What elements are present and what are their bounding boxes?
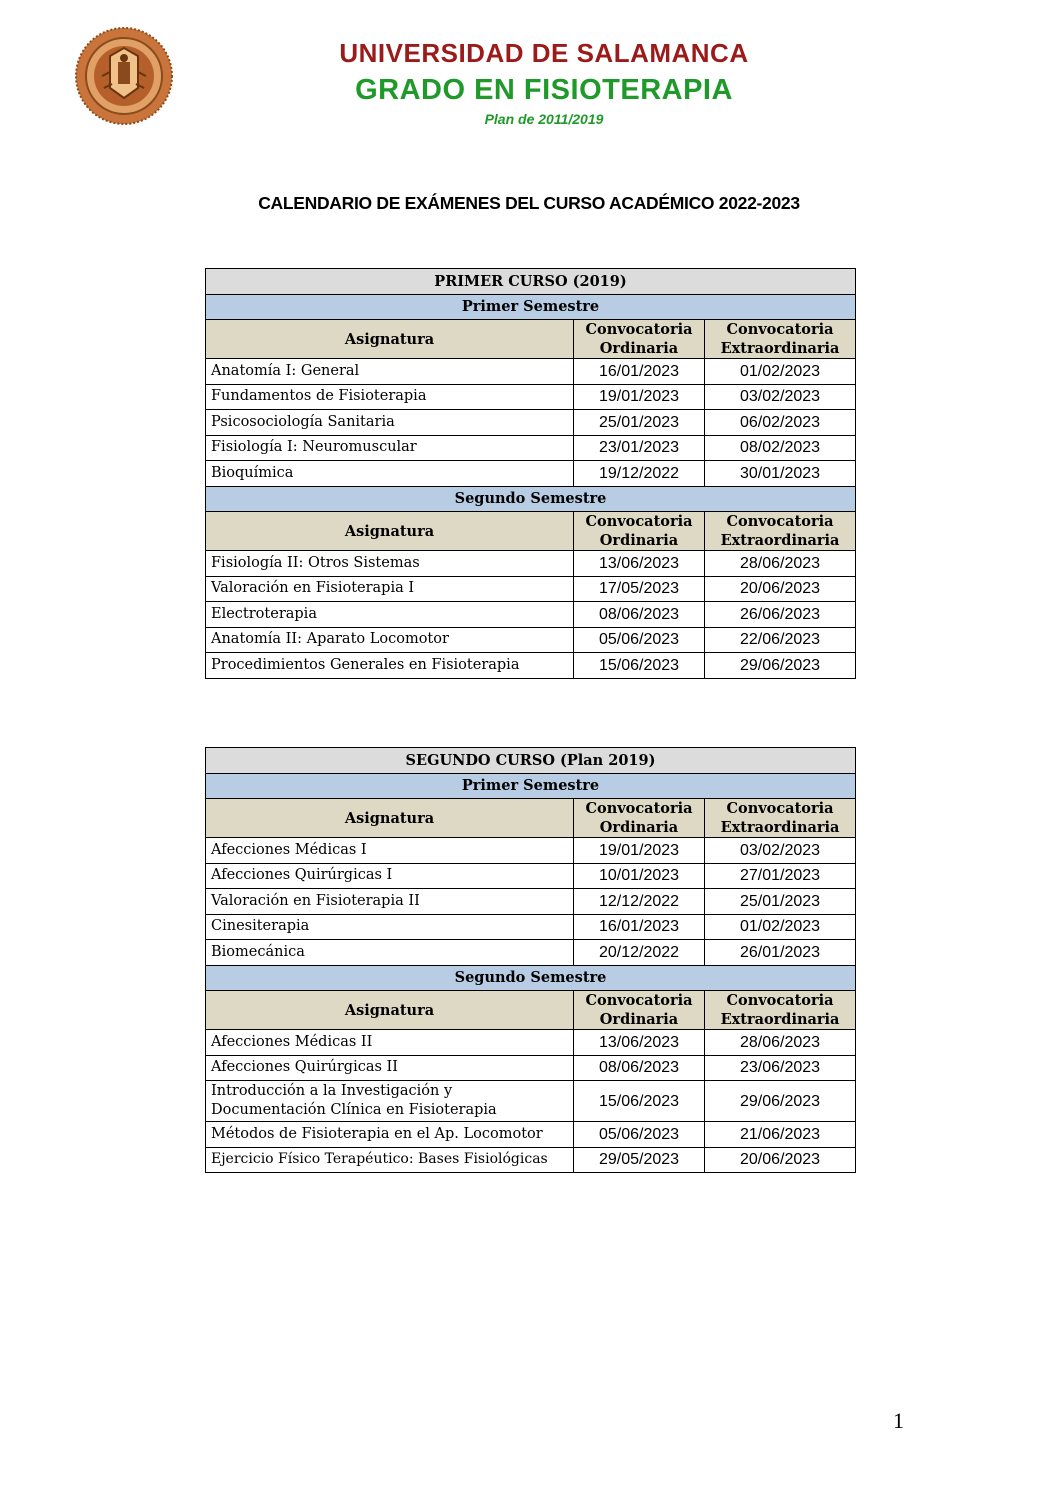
university-name: UNIVERSIDAD DE SALAMANCA (339, 38, 749, 68)
extra-date: 01/02/2023 (705, 359, 856, 385)
ordinary-date: 05/06/2023 (574, 627, 705, 653)
subject-cell: Afecciones Quirúrgicas I (206, 863, 574, 889)
extra-date: 03/02/2023 (705, 384, 856, 410)
table-row (206, 1055, 856, 1081)
extra-date: 21/06/2023 (705, 1122, 856, 1148)
semester-title: Segundo Semestre (206, 965, 856, 991)
table-row (206, 435, 856, 461)
page-number: 1 (893, 1408, 904, 1433)
subject-cell: Biomecánica (206, 940, 574, 966)
extra-date: 27/01/2023 (705, 863, 856, 889)
ordinary-date: 17/05/2023 (574, 576, 705, 602)
ordinary-date: 15/06/2023 (574, 1081, 705, 1122)
subject-cell: Procedimientos Generales en Fisioterapia (206, 653, 574, 679)
degree-title: GRADO EN FISIOTERAPIA (355, 74, 733, 106)
column-header-row (206, 991, 856, 1030)
ordinary-date: 15/06/2023 (574, 653, 705, 679)
subject-cell: Ejercicio Físico Terapéutico: Bases Fisiológicas (206, 1147, 574, 1173)
column-header-row (206, 512, 856, 551)
table-row (206, 653, 856, 679)
table-row (206, 1081, 856, 1122)
subject-cell: Fisiología I: Neuromuscular (206, 435, 574, 461)
extra-date: 01/02/2023 (705, 914, 856, 940)
extra-header: Convocatoria Extraordinaria (705, 320, 856, 359)
table-row (206, 627, 856, 653)
table-row (206, 576, 856, 602)
semester-title: Segundo Semestre (206, 486, 856, 512)
table-row (206, 889, 856, 915)
ordinary-header: Convocatoria Ordinaria (574, 512, 705, 551)
subject-cell: Introducción a la Investigación y Documentación Clínica en Fisioterapia (206, 1081, 574, 1122)
ordinary-header: Convocatoria Ordinaria (574, 991, 705, 1030)
extra-date: 23/06/2023 (705, 1055, 856, 1081)
ordinary-date: 19/01/2023 (574, 384, 705, 410)
ordinary-date: 23/01/2023 (574, 435, 705, 461)
ordinary-date: 20/12/2022 (574, 940, 705, 966)
table-row (206, 602, 856, 628)
extra-date: 28/06/2023 (705, 551, 856, 577)
subject-header: Asignatura (206, 799, 574, 838)
ordinary-date: 19/01/2023 (574, 838, 705, 864)
ordinary-date: 13/06/2023 (574, 551, 705, 577)
column-header-row (206, 320, 856, 359)
subject-cell: Fisiología II: Otros Sistemas (206, 551, 574, 577)
subject-cell: Métodos de Fisioterapia en el Ap. Locomotor (206, 1122, 574, 1148)
ordinary-date: 16/01/2023 (574, 914, 705, 940)
ordinary-date: 19/12/2022 (574, 461, 705, 487)
subject-cell: Psicosociología Sanitaria (206, 410, 574, 436)
extra-date: 29/06/2023 (705, 1081, 856, 1122)
subject-cell: Afecciones Médicas I (206, 838, 574, 864)
calendar-title: CALENDARIO DE EXÁMENES DEL CURSO ACADÉMICO 2022-2023 (258, 193, 800, 213)
exam-table-segundo-curso (205, 747, 856, 1173)
extra-date: 28/06/2023 (705, 1030, 856, 1056)
extra-date: 20/06/2023 (705, 576, 856, 602)
subject-cell: Valoración en Fisioterapia I (206, 576, 574, 602)
subject-header: Asignatura (206, 320, 574, 359)
table-row (206, 914, 856, 940)
extra-date: 22/06/2023 (705, 627, 856, 653)
ordinary-date: 25/01/2023 (574, 410, 705, 436)
table-row (206, 461, 856, 487)
ordinary-date: 16/01/2023 (574, 359, 705, 385)
extra-date: 08/02/2023 (705, 435, 856, 461)
ordinary-date: 10/01/2023 (574, 863, 705, 889)
extra-header: Convocatoria Extraordinaria (705, 991, 856, 1030)
exam-table-primer-curso (205, 268, 856, 679)
table-row (206, 410, 856, 436)
semester-title: Primer Semestre (206, 773, 856, 799)
extra-date: 20/06/2023 (705, 1147, 856, 1173)
subject-cell: Afecciones Médicas II (206, 1030, 574, 1056)
subject-cell: Bioquímica (206, 461, 574, 487)
table-row (206, 551, 856, 577)
column-header-row (206, 799, 856, 838)
extra-date: 03/02/2023 (705, 838, 856, 864)
ordinary-date: 08/06/2023 (574, 1055, 705, 1081)
table-row (206, 838, 856, 864)
ordinary-date: 08/06/2023 (574, 602, 705, 628)
table-row (206, 1122, 856, 1148)
ordinary-date: 12/12/2022 (574, 889, 705, 915)
subject-cell: Cinesiterapia (206, 914, 574, 940)
subject-cell: Afecciones Quirúrgicas II (206, 1055, 574, 1081)
subject-cell: Anatomía I: General (206, 359, 574, 385)
course-title: PRIMER CURSO (2019) (206, 269, 856, 295)
table-row (206, 359, 856, 385)
subject-header: Asignatura (206, 991, 574, 1030)
table-row (206, 863, 856, 889)
extra-date: 30/01/2023 (705, 461, 856, 487)
table-row (206, 1147, 856, 1173)
ordinary-date: 05/06/2023 (574, 1122, 705, 1148)
extra-date: 29/06/2023 (705, 653, 856, 679)
ordinary-date: 29/05/2023 (574, 1147, 705, 1173)
ordinary-header: Convocatoria Ordinaria (574, 320, 705, 359)
ordinary-date: 13/06/2023 (574, 1030, 705, 1056)
extra-date: 25/01/2023 (705, 889, 856, 915)
table-row (206, 1030, 856, 1056)
subject-cell: Electroterapia (206, 602, 574, 628)
subject-header: Asignatura (206, 512, 574, 551)
subject-cell: Fundamentos de Fisioterapia (206, 384, 574, 410)
extra-date: 26/01/2023 (705, 940, 856, 966)
extra-header: Convocatoria Extraordinaria (705, 799, 856, 838)
extra-date: 06/02/2023 (705, 410, 856, 436)
extra-header: Convocatoria Extraordinaria (705, 512, 856, 551)
table-row (206, 384, 856, 410)
course-title: SEGUNDO CURSO (Plan 2019) (206, 748, 856, 774)
ordinary-header: Convocatoria Ordinaria (574, 799, 705, 838)
semester-title: Primer Semestre (206, 294, 856, 320)
plan-label: Plan de 2011/2019 (484, 111, 604, 127)
subject-cell: Anatomía II: Aparato Locomotor (206, 627, 574, 653)
subject-cell: Valoración en Fisioterapia II (206, 889, 574, 915)
extra-date: 26/06/2023 (705, 602, 856, 628)
table-row (206, 940, 856, 966)
